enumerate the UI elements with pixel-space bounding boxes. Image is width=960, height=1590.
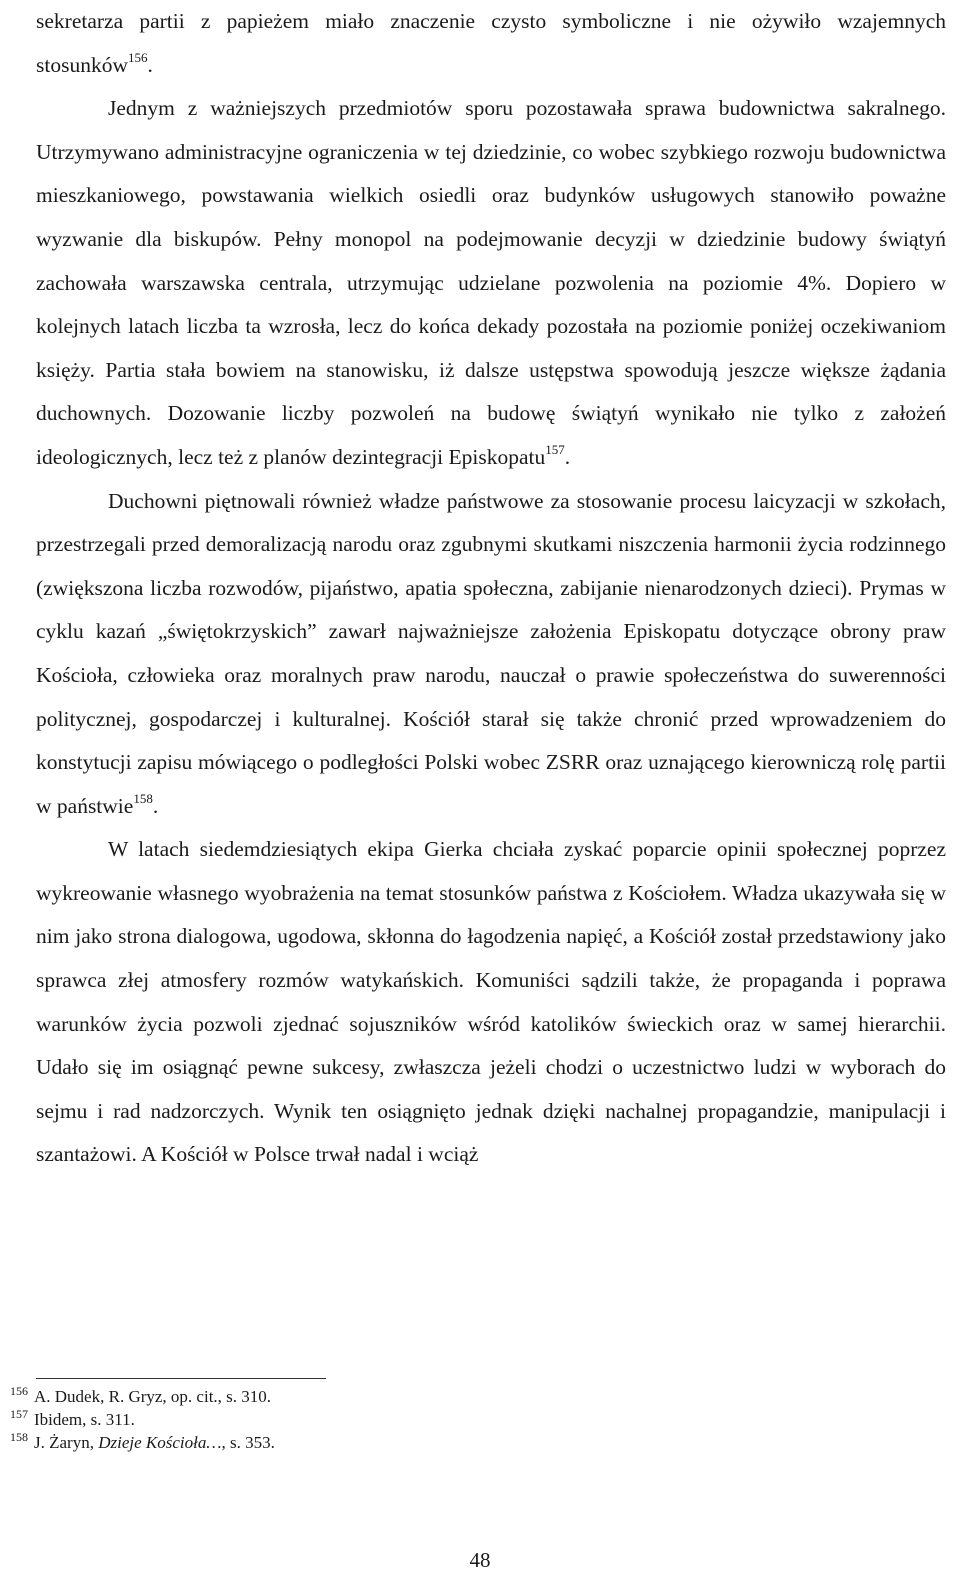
paragraph <box>36 0 946 87</box>
footnote-reference: 158 <box>133 790 153 806</box>
text-run: sekretarza partii z papieżem miało znaczenie czysto symboliczne i nie ożywiło wzajemnych stosunków <box>36 9 946 77</box>
text-run: Duchowni piętnowali również władze państwowe za stosowanie procesu laicyzacji w szkołach, przestrzegali przed demoralizacją narodu oraz zgubnymi skutkami niszczenia harmonii życia rodzinnego (zwiększona liczba rozwodów, pijaństwo, apatia społeczna, zabijanie nienarodzonych dzieci). Prymas w cyklu kazań „świętokrzyskich” zawarł najważniejsze założenia Episkopatu dotyczące obrony praw Kościoła, człowieka oraz moralnych praw narodu, nauczał o prawie społeczeństwa do suwerenności politycznej, gospodarczej i kulturalnej. Kościół starał się także chronić przed wprowadzeniem do konstytucji zapisu mówiącego o podległości Polski wobec ZSRR oraz uznającego kierowniczą rolę partii w państwie <box>36 488 946 818</box>
text-run: J. Żaryn, <box>34 1432 99 1452</box>
text-run: Ibidem, s. 311. <box>34 1409 135 1429</box>
footnote-separator <box>36 1378 326 1379</box>
page-body <box>36 0 946 1177</box>
footnote <box>10 1386 275 1409</box>
footnote-reference: 156 <box>127 49 148 65</box>
paragraph <box>36 87 946 479</box>
footnotes <box>10 1386 275 1454</box>
footnote-reference: 157 <box>545 441 565 457</box>
footnote <box>10 1406 275 1432</box>
italic-title: Dzieje Kościoła… <box>98 1432 222 1452</box>
text-run: A. Dudek, R. Gryz, op. cit., s. 310. <box>34 1387 272 1406</box>
footnote <box>10 1429 275 1455</box>
text-run: Jednym z ważniejszych przedmiotów sporu pozostawała sprawa budownictwa sakralnego. Utrzymywano administracyjne ograniczenia w tej dziedzinie, co wobec szybkiego rozwoju budownictwa mieszkaniowego, powstawania wielkich osiedli oraz budynków usługowych stanowiło poważne wyzwanie dla biskupów. Pełny monopol na podejmowanie decyzji w dziedzinie budowy świątyń zachowała warszawska centrala, utrzymując udzielane pozwolenia na poziomie 4%. Dopiero w kolejnych latach liczba ta wzrosła, lecz do końca dekady pozostała na poziomie poniżej oczekiwaniom księży. Partia stała bowiem na stanowisku, iż dalsze ustępstwa spowodują jeszcze większe żądania duchownych. Dozowanie liczby pozwoleń na budowę świątyń wynikało nie tylko z założeń ideologicznych, lecz też z planów dezintegracji Episkopatu <box>36 96 946 469</box>
footnote-number: 158 <box>10 1429 28 1444</box>
text-run: . <box>147 52 153 77</box>
paragraph <box>36 828 946 1177</box>
text-run: W latach siedemdziesiątych ekipa Gierka chciała zyskać poparcie opinii społecznej poprzez wykreowanie własnego wyobrażenia na temat stosunków państwa z Kościołem. Władza ukazywała się w nim jako strona dialogowa, ugodowa, skłonna do łagodzenia napięć, a Kościół został przedstawiony jako sprawca złej atmosfery rozmów watykańskich. Komuniści sądzili także, że propaganda i poprawa warunków życia pozwoli zjednać sojuszników wśród katolików świeckich oraz w samej hierarchii. Udało się im osiągnąć pewne sukcesy, zwłaszcza jeżeli chodzi o uczestnictwo ludzi w wyborach do sejmu i rad nadzorczych. Wynik ten osiągnięto jednak dzięki nachalnej propagandzie, manipulacji i szantażowi. A Kościół w Polsce trwał nadal i wciąż <box>36 837 946 1167</box>
paragraph <box>36 480 946 829</box>
page-number: 48 <box>469 1548 491 1572</box>
footnote-number: 157 <box>10 1406 28 1421</box>
body-text <box>36 0 946 1177</box>
text-run: . <box>564 444 571 469</box>
footnote-number: 156 <box>10 1384 28 1398</box>
text-run: . <box>152 793 159 818</box>
text-run: , s. 353. <box>221 1432 275 1452</box>
